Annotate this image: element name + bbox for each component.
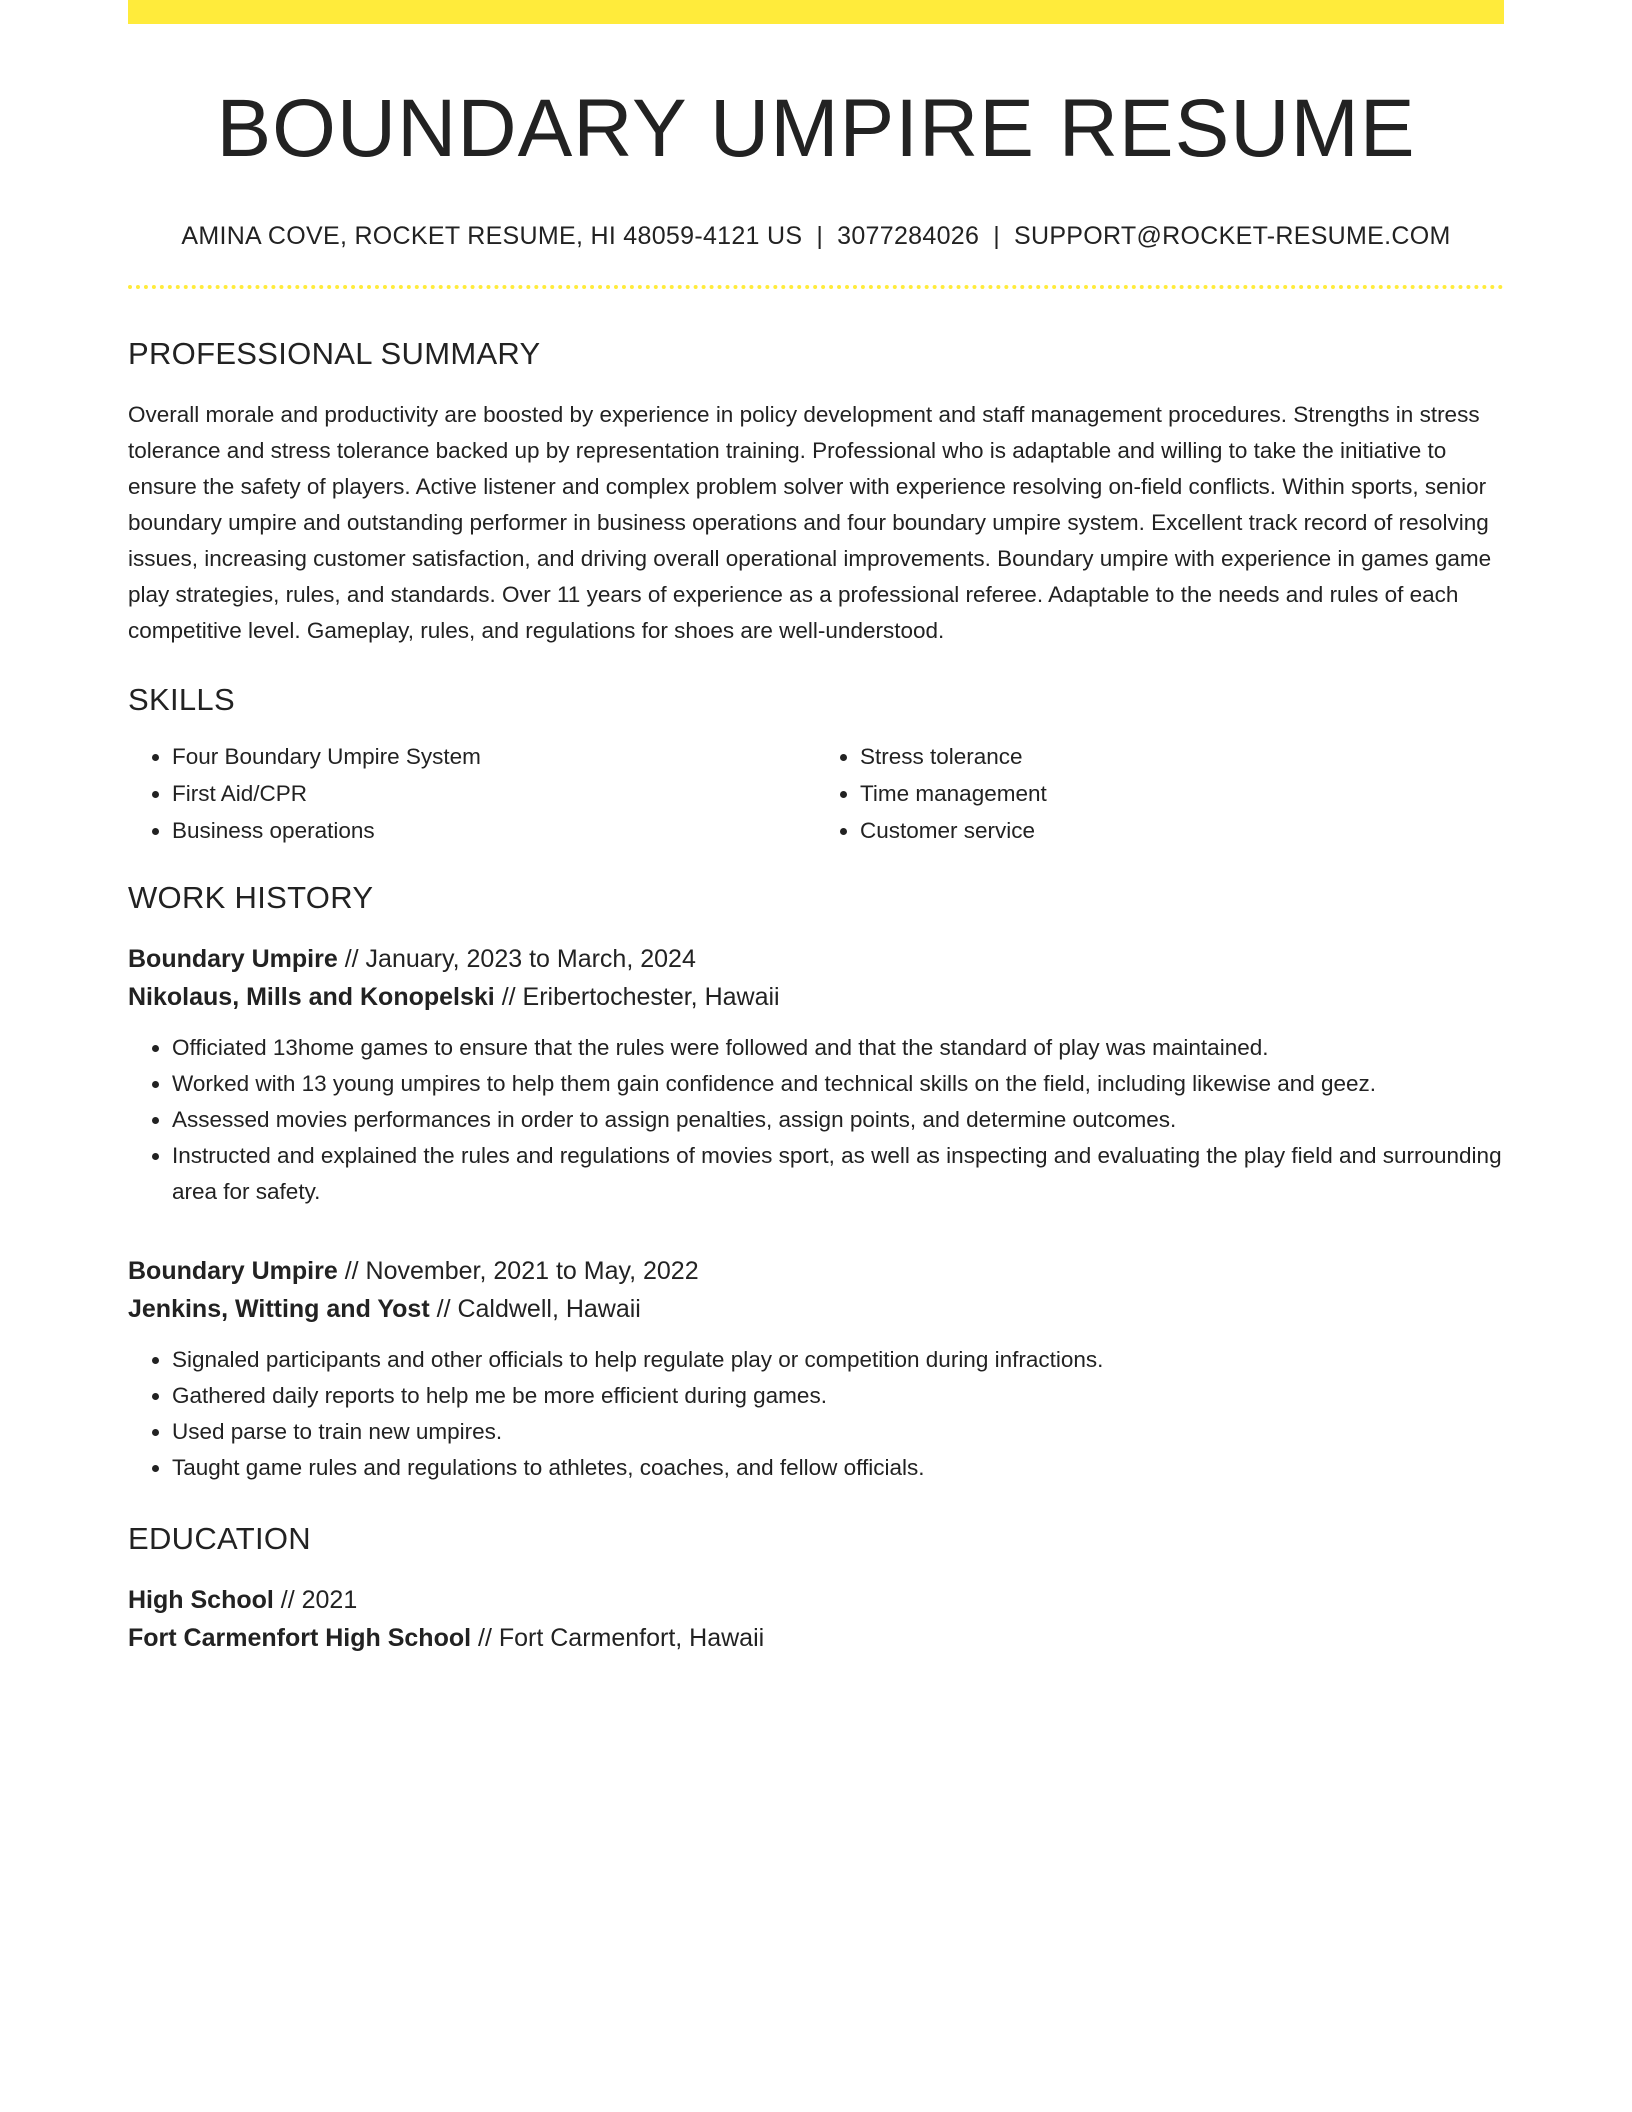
contact-separator: | bbox=[993, 222, 1000, 251]
job-entry bbox=[128, 1252, 1504, 1486]
skill-item: • Customer service bbox=[860, 812, 1504, 849]
education-location: // Fort Carmenfort, Hawaii bbox=[471, 1624, 765, 1653]
skill-item: • Stress tolerance bbox=[860, 738, 1504, 775]
education-degree: High School bbox=[128, 1586, 274, 1615]
skills-heading: SKILLS bbox=[128, 681, 235, 717]
contact-phone: 3077284026 bbox=[837, 222, 980, 251]
skill-item: • First Aid/CPR bbox=[172, 775, 816, 812]
skills-column-left bbox=[128, 738, 816, 849]
skills-column-right bbox=[816, 738, 1504, 849]
skills-list bbox=[128, 738, 1504, 849]
job-company-line bbox=[128, 978, 1504, 1016]
summary-heading: PROFESSIONAL SUMMARY bbox=[128, 336, 541, 372]
job-location: // Eribertochester, Hawaii bbox=[494, 982, 780, 1011]
education-degree-line bbox=[128, 1581, 1504, 1619]
job-role: Boundary Umpire bbox=[128, 1256, 338, 1285]
skill-item: • Four Boundary Umpire System bbox=[172, 738, 816, 775]
job-dates: // January, 2023 to March, 2024 bbox=[337, 944, 696, 973]
job-bullet: • Used parse to train new umpires. bbox=[172, 1414, 1504, 1450]
summary-text: Overall morale and productivity are boosted by experience in policy development and staff management procedures. Strengths in stress tolerance and stress tolerance backed up by representation training. Professional who is adaptable and willing to take the initiative to ensure the safety of players. Active listener and complex problem solver with experience resolving on-field conflicts. Within sports, senior boundary umpire and outstanding performer in business operations and four boundary umpire system. Excellent track record of resolving issues, increasing customer satisfaction, and driving overall operational improvements. Boundary umpire with experience in games game play strategies, rules, and standards. Over 11 years of experience as a professional referee. Adaptable to the needs and rules of each competitive level. Gameplay, rules, and regulations for shoes are well-understood. bbox=[128, 401, 1492, 643]
job-company: Jenkins, Witting and Yost bbox=[128, 1294, 430, 1323]
job-dates: // November, 2021 to May, 2022 bbox=[337, 1256, 699, 1285]
job-role: Boundary Umpire bbox=[128, 944, 338, 973]
contact-separator: | bbox=[816, 222, 824, 251]
job-company-line bbox=[128, 1290, 1504, 1328]
job-bullet: • Signaled participants and other officials to help regulate play or competition during infractions. bbox=[172, 1342, 1504, 1378]
job-bullet: • Gathered daily reports to help me be more efficient during games. bbox=[172, 1378, 1504, 1414]
education-entry bbox=[128, 1581, 1504, 1657]
education-year: // 2021 bbox=[273, 1586, 358, 1615]
resume-page bbox=[128, 0, 1504, 1657]
job-location: // Caldwell, Hawaii bbox=[429, 1294, 641, 1323]
job-bullet: • Assessed movies performances in order to assign penalties, assign points, and determine outcomes. bbox=[172, 1102, 1504, 1138]
education-heading: EDUCATION bbox=[128, 1520, 311, 1556]
job-bullet: • Worked with 13 young umpires to help them gain confidence and technical skills on the field, including likewise and geez. bbox=[172, 1066, 1504, 1102]
education-school: Fort Carmenfort High School bbox=[128, 1624, 472, 1653]
dotted-divider bbox=[128, 285, 1504, 289]
job-role-line bbox=[128, 940, 1504, 978]
accent-bar bbox=[128, 0, 1504, 24]
contact-email: SUPPORT@ROCKET-RESUME.COM bbox=[1013, 222, 1451, 251]
job-company: Nikolaus, Mills and Konopelski bbox=[128, 982, 495, 1011]
skill-item: • Business operations bbox=[172, 812, 816, 849]
job-bullet: • Officiated 13home games to ensure that the rules were followed and that the standard of play was maintained. bbox=[172, 1030, 1504, 1066]
contact-address: AMINA COVE, ROCKET RESUME, HI 48059-4121 US bbox=[181, 222, 803, 251]
contact-line bbox=[128, 222, 1504, 251]
job-bullets bbox=[128, 1342, 1504, 1486]
job-bullet: • Instructed and explained the rules and regulations of movies sport, as well as inspecting and evaluating the play field and surrounding area for safety. bbox=[172, 1138, 1504, 1210]
job-bullets bbox=[128, 1030, 1504, 1210]
resume-title: BOUNDARY UMPIRE RESUME bbox=[216, 83, 1416, 174]
education-school-line bbox=[128, 1619, 1504, 1657]
job-bullet: • Taught game rules and regulations to athletes, coaches, and fellow officials. bbox=[172, 1450, 1504, 1486]
skill-item: • Time management bbox=[860, 775, 1504, 812]
job-entry bbox=[128, 940, 1504, 1210]
job-role-line bbox=[128, 1252, 1504, 1290]
work-history-heading: WORK HISTORY bbox=[128, 879, 374, 915]
